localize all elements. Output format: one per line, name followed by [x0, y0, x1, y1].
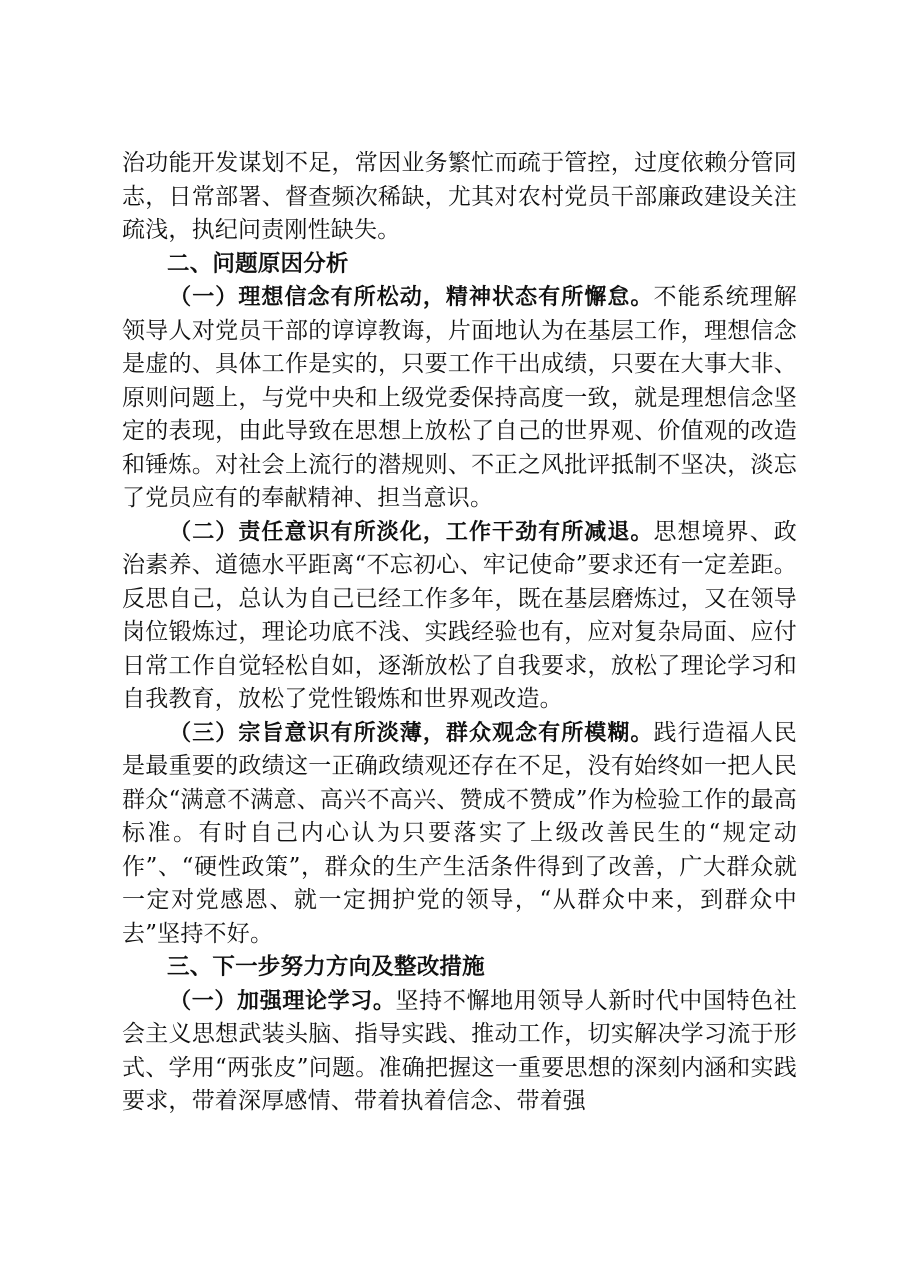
paragraph-ideals-lead: （一）理想信念有所松动，精神状态有所懈怠。	[169, 285, 654, 310]
continued-paragraph	[122, 147, 797, 248]
paragraph-responsibility-body: 思想境界、政治素养、道德水平距离“不忘初心、牢记使命”要求还有一定差距。反思自己，总认为自己已经工作多年，既在基层磨炼过，又在领导岗位锻炼过，理论功底不浅、实践经验也有，应对复杂局面、应付日常工作自觉轻松自如，逐渐放松了自我要求，放松了理论学习和自我教育，放松了党性锻炼和世界观改造。	[122, 518, 798, 712]
continued-paragraph-text: 治功能开发谋划不足，常因业务繁忙而疏于管控，过度依赖分管同志，日常部署、督查频次稀缺，尤其对农村党员干部廉政建设关注疏浅，执纪问责刚性缺失。	[122, 150, 797, 243]
paragraph-ideals	[122, 281, 797, 516]
document-body	[122, 147, 797, 1119]
paragraph-theory-study-lead: （一）加强理论学习。	[169, 988, 396, 1014]
section-heading-measures: 三、下一步努力方向及整改措施	[167, 954, 485, 980]
paragraph-purpose-body: 践行造福人民是最重要的政绩这一正确政绩观还存在不足，没有始终如一把人民群众“满意不满意、高兴不高兴、赞成不赞成”作为检验工作的最高标准。有时自己内心认为只要落实了上级改善民生的“规定动作”、“硬性政策”，群众的生产生活条件得到了改善，广大群众就一定对党感恩、就一定拥护党的领导，“从群众中来，到群众中去”坚持不好。	[122, 719, 798, 947]
section-heading-analysis: 二、问题原因分析	[167, 250, 349, 277]
paragraph-purpose	[122, 717, 797, 952]
paragraph-ideals-body: 不能系统理解领导人对党员干部的谆谆教诲，片面地认为在基层工作，理想信念是虚的、具体工作是实的，只要工作干出成绩，只要在大事大非、原则问题上，与党中央和上级党委保持高度一致，就是理想信念坚定的表现，由此导致在思想上放松了自己的世界观、价值观的改造和锤炼。对社会上流行的潜规则、不正之风批评抵制不坚决，淡忘了党员应有的奉献精神、担当意识。	[122, 284, 798, 511]
paragraph-responsibility	[122, 516, 797, 717]
paragraph-theory-study-body: 坚持不懈地用领导人新时代中国特色社会主义思想武装头脑、指导实践、推动工作，切实解决学习流于形式、学用“两张皮”问题。准确把握这一重要思想的深刻内涵和实践要求，带着深厚感情、带着执着信念、带着强	[122, 987, 797, 1114]
paragraph-purpose-lead: （三）宗旨意识有所淡薄，群众观念有所模糊。	[169, 720, 654, 746]
paragraph-responsibility-lead: （二）责任意识有所淡化，工作干劲有所减退。	[169, 519, 654, 545]
paragraph-theory-study	[122, 985, 797, 1119]
